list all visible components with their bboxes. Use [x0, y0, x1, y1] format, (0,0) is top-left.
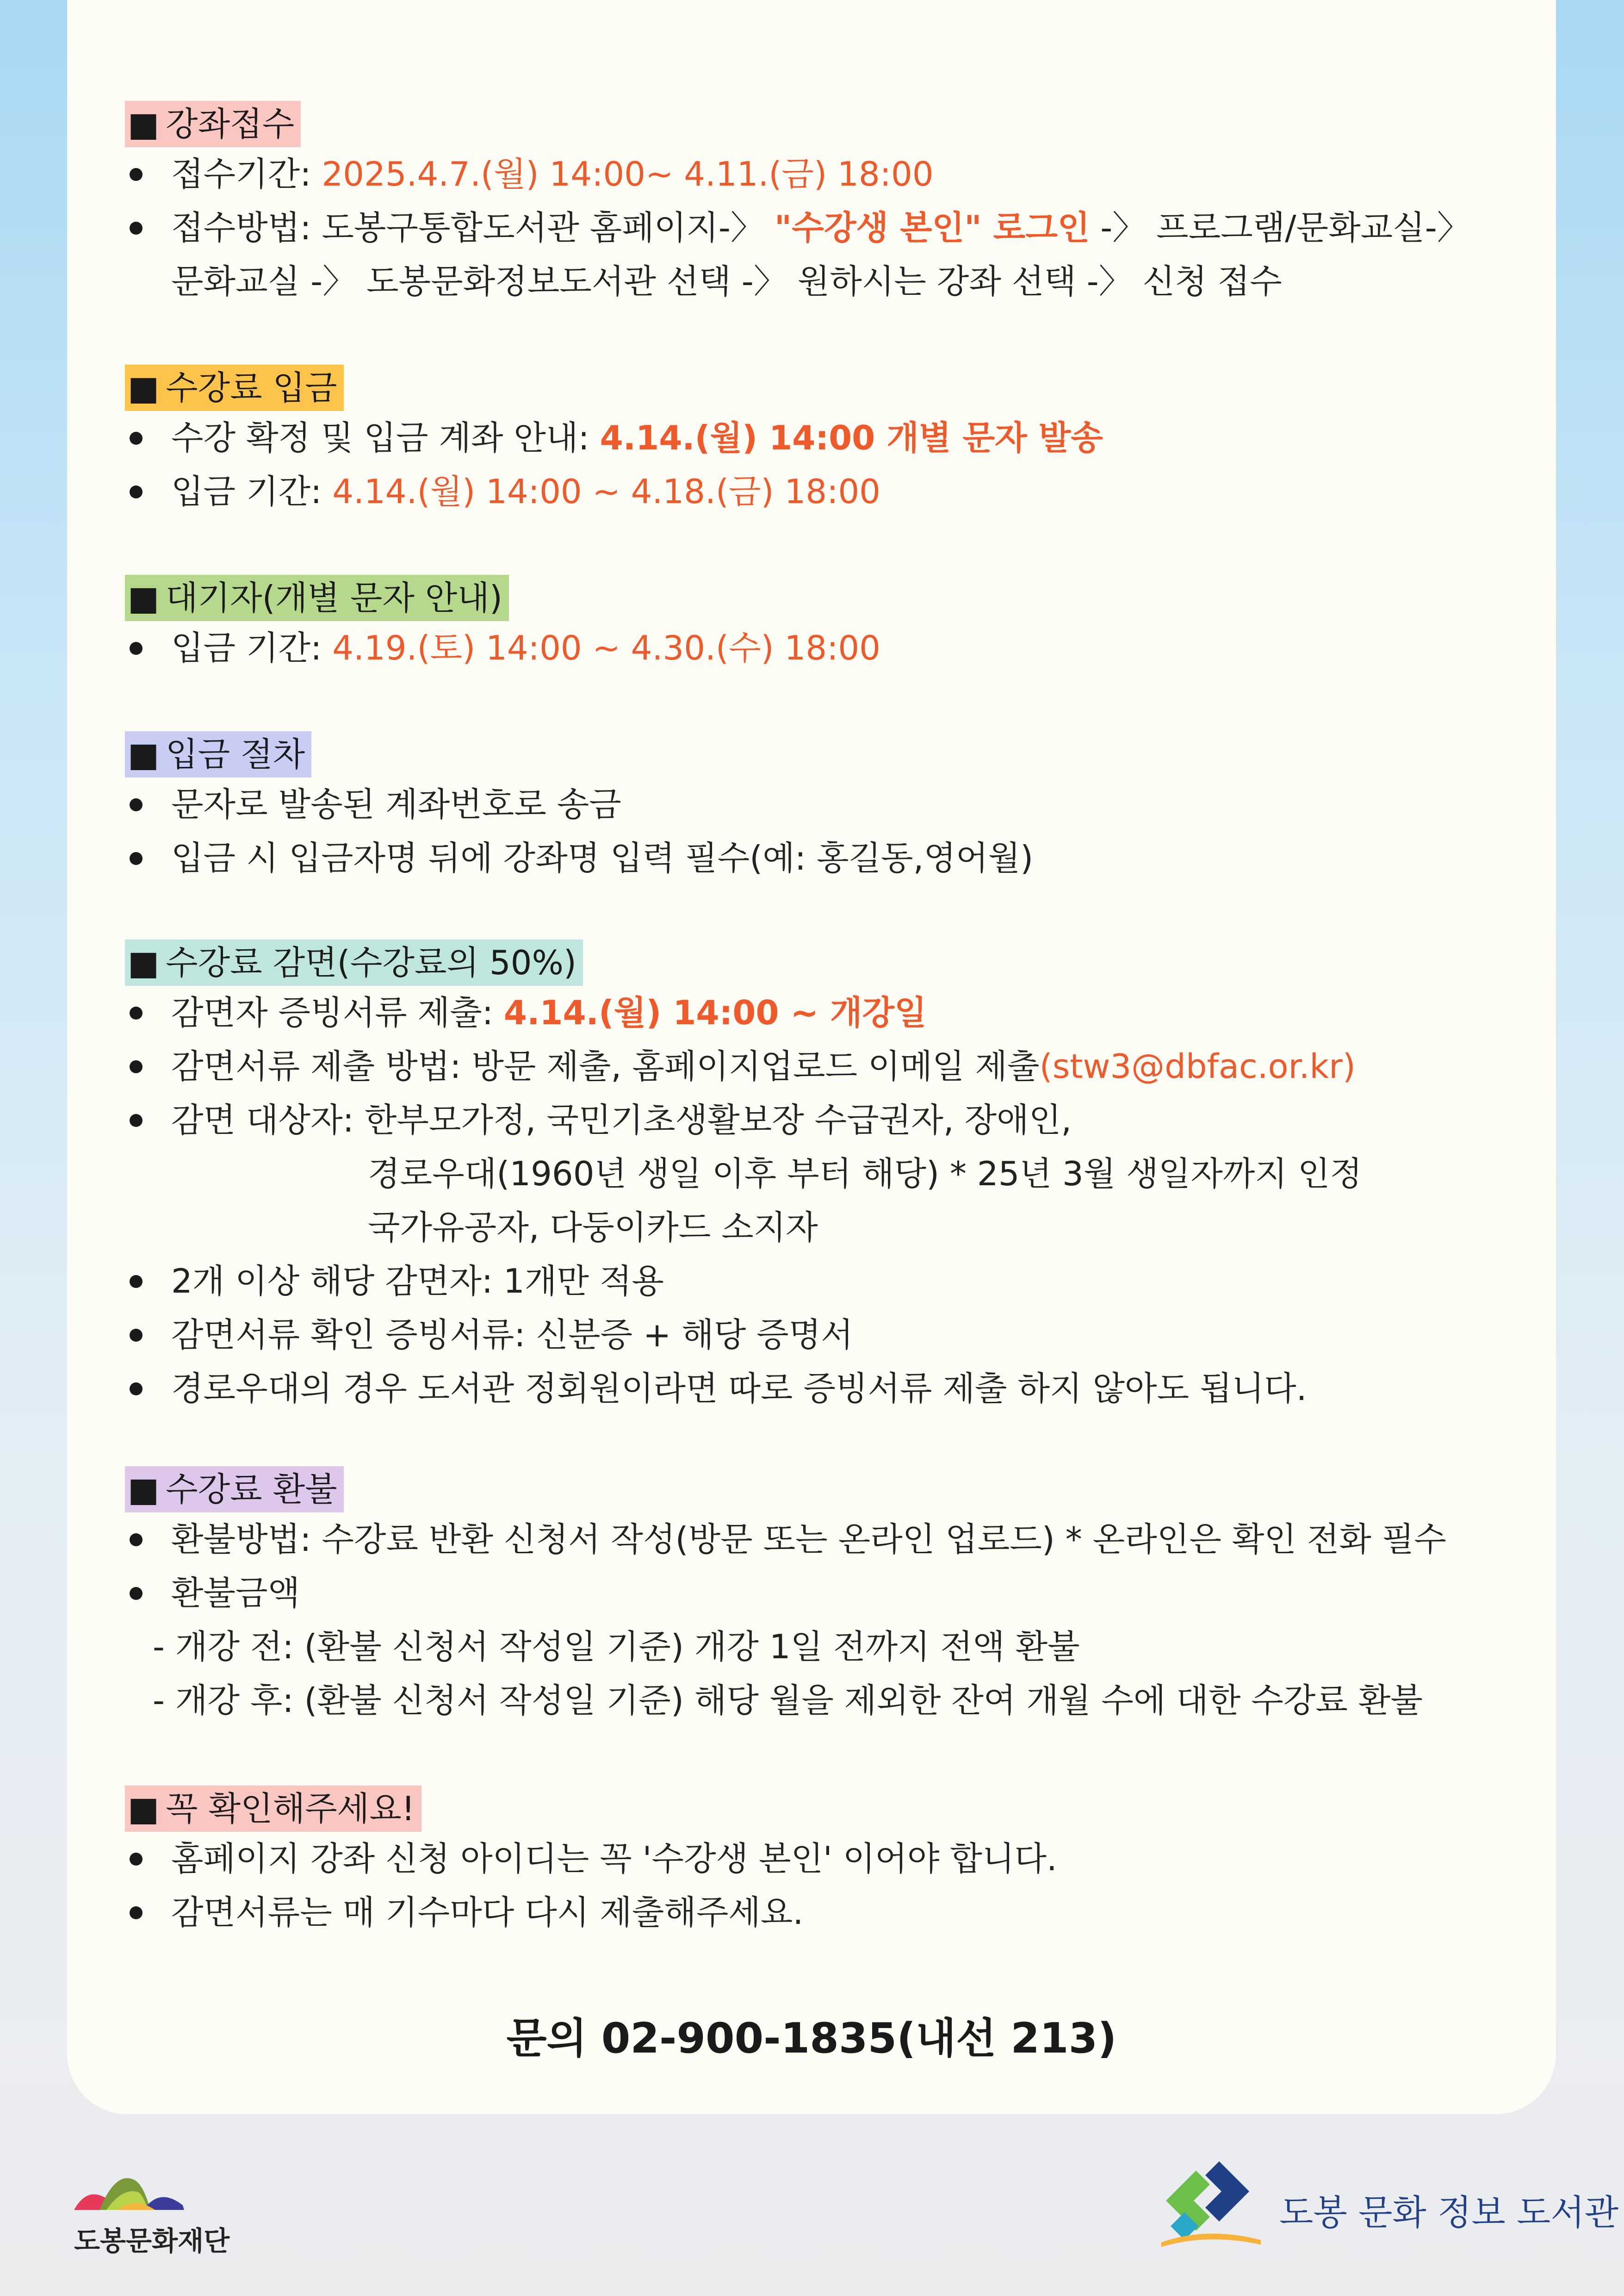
list-item: 감면서류 확인 증빙서류: 신분증 + 해당 증명서: [125, 1308, 1514, 1362]
list-item-continued: 국가유공자, 다둥이카드 소지자: [368, 1208, 818, 1247]
section-fee-reduction: [125, 940, 1514, 1415]
list-subitem: - 개강 전: (환불 신청서 작성일 기준) 개강 1일 전까지 전액 환불: [153, 1627, 1080, 1666]
list-item-continued: 경로우대(1960년 생일 이후 부터 해당) * 25년 3월 생일자까지 인정: [368, 1154, 1362, 1193]
list-item: 감면 대상자: 한부모가정, 국민기초생활보장 수급권자, 장애인,: [125, 1093, 1514, 1147]
section-heading: ■ 수강료 감면(수강료의 50%): [125, 940, 583, 986]
list-item: 접수방법: 도봉구통합도서관 홈페이지-〉 "수강생 본인" 로그인 -〉 프로그램/문화교실-〉: [125, 201, 1514, 255]
section-heading: ■ 입금 절차: [125, 731, 311, 778]
square-marker-icon: ■: [128, 368, 160, 407]
list-item: 홈페이지 강좌 신청 아이디는 꼭 '수강생 본인' 이어야 합니다.: [125, 1832, 1514, 1885]
library-emblem-icon: [1157, 2157, 1268, 2249]
square-marker-icon: ■: [128, 1789, 160, 1828]
section-heading: ■ 꼭 확인해주세요!: [125, 1786, 421, 1832]
list-item: 입금 시 입금자명 뒤에 강좌명 입력 필수(예: 홍길동,영어월): [125, 831, 1514, 885]
section-payment: [125, 365, 1514, 518]
section-payment-procedure: [125, 731, 1514, 885]
section-heading: ■ 수강료 입금: [125, 365, 344, 411]
list-item: 환불방법: 수강료 반환 신청서 작성(방문 또는 온라인 업로드) * 온라인은 확인 전화 필수: [125, 1512, 1514, 1566]
right-logo-text: 도봉 문화 정보 도서관: [1279, 2192, 1619, 2233]
left-logo-text: 도봉문화재단: [74, 2225, 230, 2257]
list-item: 감면서류 제출 방법: 방문 제출, 홈페이지업로드 이메일 제출(stw3@dbfac.or.kr): [125, 1039, 1514, 1093]
list-item: 수강 확정 및 입금 계좌 안내: 4.14.(월) 14:00 개별 문자 발송: [125, 411, 1514, 465]
list-item: 입금 기간: 4.19.(토) 14:00 ~ 4.30.(수) 18:00: [125, 621, 1514, 675]
square-marker-icon: ■: [128, 1470, 160, 1509]
square-marker-icon: ■: [128, 579, 160, 617]
mountain-logo-icon: [74, 2159, 185, 2215]
library-logo: [1157, 2157, 1619, 2249]
list-item: 환불금액: [125, 1566, 1514, 1620]
list-item-continued: 문화교실 -〉 도봉문화정보도서관 선택 -〉 원하시는 강좌 선택 -〉 신청 접수: [171, 262, 1282, 301]
list-item: 경로우대의 경우 도서관 정회원이라면 따로 증빙서류 제출 하지 않아도 됩니다.: [125, 1362, 1514, 1415]
list-item: 감면서류는 매 기수마다 다시 제출해주세요.: [125, 1885, 1514, 1939]
list-item: 입금 기간: 4.14.(월) 14:00 ~ 4.18.(금) 18:00: [125, 465, 1514, 518]
section-waitlist: [125, 575, 1514, 675]
square-marker-icon: ■: [128, 735, 160, 774]
section-refund: [125, 1466, 1514, 1727]
list-item: 접수기간: 2025.4.7.(월) 14:00~ 4.11.(금) 18:00: [125, 147, 1514, 201]
list-item: 2개 이상 해당 감면자: 1개만 적용: [125, 1254, 1514, 1308]
list-subitem: - 개강 후: (환불 신청서 작성일 기준) 해당 월을 제외한 잔여 개월 수에 대한 수강료 환불: [153, 1681, 1423, 1720]
dobong-foundation-logo: [74, 2159, 230, 2257]
list-item: 감면자 증빙서류 제출: 4.14.(월) 14:00 ~ 개강일: [125, 986, 1514, 1039]
square-marker-icon: ■: [128, 943, 160, 982]
list-item: 문자로 발송된 계좌번호로 송금: [125, 778, 1514, 831]
square-marker-icon: ■: [128, 105, 160, 143]
notice-card: [67, 0, 1556, 2114]
section-registration: [125, 101, 1514, 308]
section-heading: ■ 수강료 환불: [125, 1466, 344, 1512]
contact-info: 문의 02-900-1835(내선 213): [506, 2014, 1117, 2063]
section-heading: ■ 강좌접수: [125, 101, 301, 147]
section-heading: ■ 대기자(개별 문자 안내): [125, 575, 509, 621]
section-please-check: [125, 1786, 1514, 1939]
